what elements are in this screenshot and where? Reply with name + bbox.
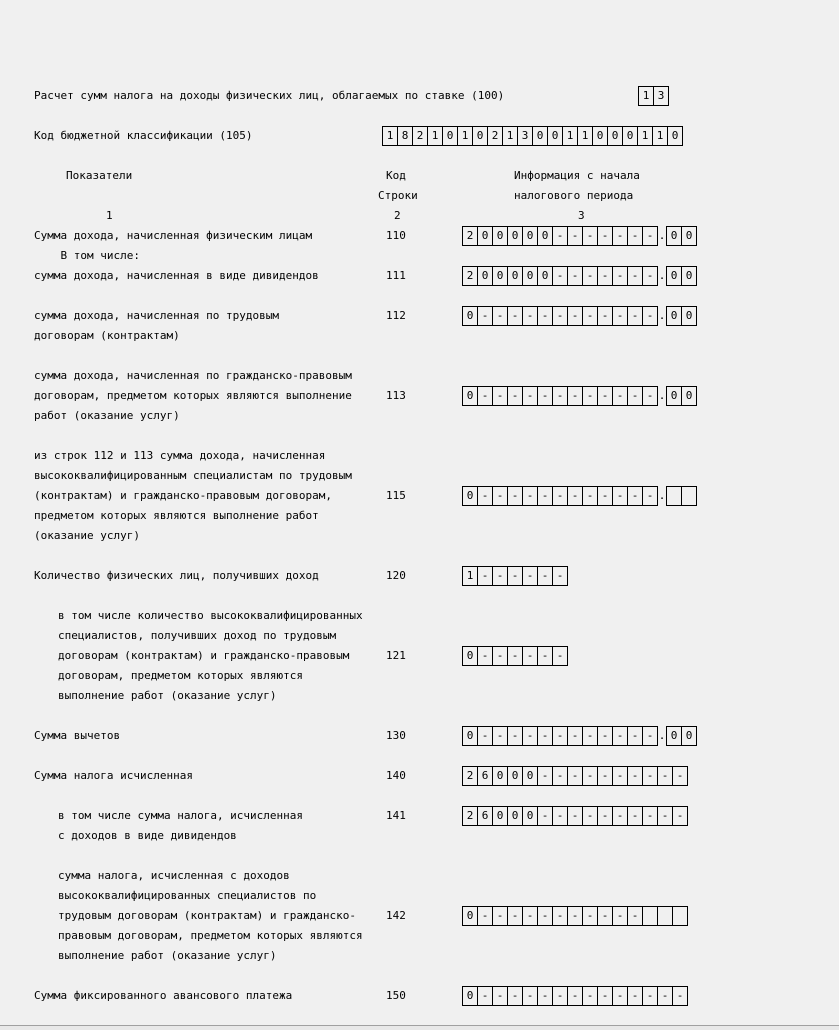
value-cell[interactable]: 0 <box>507 266 523 286</box>
col-code-2: Строки <box>378 189 418 202</box>
value-cell[interactable]: - <box>582 906 598 926</box>
value-cell[interactable]: - <box>597 986 613 1006</box>
kbk-cell[interactable]: 1 <box>562 126 578 146</box>
row-label-line: (контрактам) и гражданско-правовым договорам, <box>34 489 333 502</box>
kbk-label: Код бюджетной классификации (105) <box>34 129 253 142</box>
row-label-line: договорам, предметом которых являются <box>58 669 304 682</box>
row-label-line: сумма дохода, начисленная в виде дивидендов <box>34 269 319 282</box>
value-cell[interactable]: - <box>582 766 598 786</box>
value-cell[interactable]: - <box>627 266 643 286</box>
row-label-line: работ (оказание услуг) <box>34 409 180 422</box>
row-code: 111 <box>386 269 406 282</box>
value-cell[interactable]: - <box>597 726 613 746</box>
value-cell[interactable]: - <box>537 306 553 326</box>
value-cell[interactable]: - <box>522 646 538 666</box>
value-cell[interactable]: - <box>507 906 523 926</box>
fraction-cell[interactable]: 0 <box>681 226 697 246</box>
row-label-line: договорам, предметом которых являются выполнение <box>34 389 352 402</box>
value-cell[interactable]: - <box>612 986 628 1006</box>
row-label-line: сумма дохода, начисленная по гражданско-правовым <box>34 369 352 382</box>
rate-value-cells[interactable] <box>638 86 669 106</box>
value-cell[interactable]: - <box>537 646 553 666</box>
col-info-1: Информация с начала <box>514 169 640 182</box>
value-cell[interactable]: - <box>537 726 553 746</box>
value-cell[interactable]: 0 <box>522 226 538 246</box>
value-cell[interactable]: 0 <box>492 766 508 786</box>
row-label-line: (оказание услуг) <box>34 529 140 542</box>
value-cell[interactable]: 1 <box>462 566 478 586</box>
rate-cell[interactable]: 1 <box>638 86 654 106</box>
value-cell[interactable]: - <box>597 306 613 326</box>
value-cell[interactable]: 0 <box>492 806 508 826</box>
value-cell[interactable]: - <box>612 226 628 246</box>
value-cell[interactable]: - <box>612 486 628 506</box>
value-cell[interactable]: - <box>642 226 658 246</box>
kbk-cell[interactable]: 2 <box>412 126 428 146</box>
row-label-line: в том числе сумма налога, исчисленная <box>58 809 304 822</box>
value-cell[interactable]: - <box>642 806 658 826</box>
value-cell[interactable]: - <box>657 806 673 826</box>
value-cells[interactable] <box>462 986 688 1006</box>
value-cell[interactable]: 2 <box>462 766 478 786</box>
value-cell[interactable]: - <box>492 566 508 586</box>
value-cell[interactable]: - <box>522 726 538 746</box>
fraction-cell[interactable]: 0 <box>681 726 697 746</box>
value-cell[interactable]: 2 <box>462 266 478 286</box>
decimal-separator: . <box>658 269 666 282</box>
value-cell[interactable]: 6 <box>477 766 493 786</box>
value-cell[interactable]: - <box>582 306 598 326</box>
col-info-2: налогового периода <box>514 189 634 202</box>
row-label-line: Сумма дохода, начисленная физическим лицам <box>34 229 313 242</box>
value-cell[interactable]: - <box>552 726 568 746</box>
value-cell[interactable]: - <box>507 566 523 586</box>
value-cell[interactable]: - <box>642 266 658 286</box>
row-code: 140 <box>386 769 406 782</box>
value-cell[interactable]: 0 <box>522 266 538 286</box>
value-cells[interactable] <box>462 766 688 786</box>
row-label-line: договорам (контрактам) <box>34 329 180 342</box>
rate-label: Расчет сумм налога на доходы физических лиц, облагаемых по ставке (100) <box>34 89 505 102</box>
fraction-cell[interactable]: 0 <box>666 266 682 286</box>
value-cells[interactable] <box>462 806 688 826</box>
row-label-line: специалистов, получивших доход по трудовым <box>58 629 337 642</box>
value-cell[interactable]: - <box>627 226 643 246</box>
value-cell[interactable]: - <box>582 986 598 1006</box>
value-cell[interactable]: - <box>477 726 493 746</box>
value-cell[interactable]: - <box>552 226 568 246</box>
value-cell[interactable]: - <box>612 386 628 406</box>
value-cell[interactable]: 2 <box>462 806 478 826</box>
row-code: 113 <box>386 389 406 402</box>
row-code: 110 <box>386 229 406 242</box>
value-cell[interactable]: 0 <box>462 906 478 926</box>
value-cell[interactable]: - <box>522 486 538 506</box>
kbk-value-cells[interactable] <box>382 126 683 146</box>
kbk-cell[interactable]: 2 <box>487 126 503 146</box>
value-cell[interactable]: 0 <box>477 266 493 286</box>
value-cell[interactable]: - <box>657 766 673 786</box>
kbk-cell[interactable]: 3 <box>517 126 533 146</box>
value-cell[interactable]: - <box>612 266 628 286</box>
value-cell[interactable]: 0 <box>507 766 523 786</box>
value-cell[interactable]: - <box>612 766 628 786</box>
bottom-scrollbar[interactable] <box>0 1025 839 1030</box>
value-cell[interactable]: - <box>552 486 568 506</box>
row-label-line: выполнение работ (оказание услуг) <box>58 689 277 702</box>
value-cell[interactable]: - <box>552 646 568 666</box>
row-label-line: высококвалифицированных специалистов по <box>58 889 317 902</box>
value-cell[interactable]: - <box>642 726 658 746</box>
kbk-cell[interactable]: 0 <box>592 126 608 146</box>
value-cell[interactable]: - <box>672 806 688 826</box>
value-cell[interactable]: - <box>567 386 583 406</box>
value-cell[interactable]: - <box>552 766 568 786</box>
value-cell[interactable]: - <box>552 386 568 406</box>
value-cell[interactable]: 0 <box>537 266 553 286</box>
value-cell[interactable]: - <box>477 646 493 666</box>
kbk-cell[interactable]: 1 <box>502 126 518 146</box>
row-label-line: Сумма фиксированного авансового платежа <box>34 989 293 1002</box>
fraction-cell[interactable] <box>666 486 682 506</box>
value-cell[interactable]: - <box>582 266 598 286</box>
value-cell[interactable]: - <box>537 986 553 1006</box>
value-cell[interactable]: - <box>567 906 583 926</box>
value-cell[interactable]: - <box>492 726 508 746</box>
value-cell[interactable]: - <box>627 806 643 826</box>
value-cell[interactable]: - <box>597 386 613 406</box>
value-cell[interactable]: - <box>597 806 613 826</box>
value-cell[interactable]: - <box>477 386 493 406</box>
value-cell[interactable]: - <box>477 486 493 506</box>
value-cell[interactable]: 0 <box>507 226 523 246</box>
value-cell[interactable]: - <box>597 766 613 786</box>
value-cells[interactable] <box>462 266 697 286</box>
value-cells[interactable] <box>462 646 568 666</box>
value-cell[interactable]: - <box>507 986 523 1006</box>
value-cell[interactable]: - <box>522 386 538 406</box>
value-cell[interactable] <box>672 906 688 926</box>
value-cell[interactable]: - <box>492 646 508 666</box>
fraction-cell[interactable]: 0 <box>681 386 697 406</box>
value-cell[interactable]: 0 <box>462 486 478 506</box>
value-cell[interactable]: 0 <box>462 646 478 666</box>
value-cell[interactable]: 0 <box>522 806 538 826</box>
decimal-separator: . <box>658 729 666 742</box>
value-cell[interactable]: 0 <box>522 766 538 786</box>
value-cell[interactable]: - <box>642 386 658 406</box>
value-cell[interactable]: - <box>582 486 598 506</box>
value-cell[interactable]: - <box>507 486 523 506</box>
fraction-cell[interactable]: 0 <box>681 266 697 286</box>
kbk-cell[interactable]: 0 <box>667 126 683 146</box>
value-cell[interactable]: 0 <box>507 806 523 826</box>
value-cell[interactable]: - <box>492 486 508 506</box>
value-cell[interactable]: - <box>507 646 523 666</box>
value-cell[interactable]: - <box>537 766 553 786</box>
value-cell[interactable]: - <box>552 806 568 826</box>
value-cell[interactable]: - <box>507 306 523 326</box>
kbk-cell[interactable]: 1 <box>637 126 653 146</box>
value-cell[interactable]: - <box>492 306 508 326</box>
value-cell[interactable]: - <box>567 986 583 1006</box>
value-cell[interactable]: - <box>642 766 658 786</box>
value-cell[interactable]: 0 <box>462 306 478 326</box>
row-label-line: из строк 112 и 113 сумма дохода, начисленная <box>34 449 326 462</box>
value-cells[interactable] <box>462 386 697 406</box>
value-cell[interactable]: - <box>627 486 643 506</box>
value-cell[interactable]: - <box>642 986 658 1006</box>
row-label-line: Сумма налога исчисленная <box>34 769 193 782</box>
value-cell[interactable]: - <box>537 566 553 586</box>
row-label-line: правовым договорам, предметом которых являются <box>58 929 363 942</box>
kbk-cell[interactable]: 0 <box>532 126 548 146</box>
value-cell[interactable]: - <box>657 986 673 1006</box>
kbk-cell[interactable]: 0 <box>607 126 623 146</box>
value-cells[interactable] <box>462 906 688 926</box>
decimal-separator: . <box>658 229 666 242</box>
col-indicators: Показатели <box>66 169 133 182</box>
decimal-separator: . <box>658 389 666 402</box>
row-code: 112 <box>386 309 406 322</box>
value-cell[interactable]: - <box>582 386 598 406</box>
row-label-line: в том числе количество высококвалифицированных <box>58 609 363 622</box>
value-cell[interactable]: - <box>492 386 508 406</box>
value-cell[interactable]: - <box>567 486 583 506</box>
value-cell[interactable]: 0 <box>537 226 553 246</box>
fraction-cell[interactable] <box>681 486 697 506</box>
value-cell[interactable]: - <box>582 726 598 746</box>
value-cell[interactable]: - <box>612 726 628 746</box>
value-cell[interactable]: - <box>477 306 493 326</box>
row-code: 142 <box>386 909 406 922</box>
value-cell[interactable]: - <box>597 906 613 926</box>
decimal-separator: . <box>658 309 666 322</box>
value-cell[interactable]: - <box>522 306 538 326</box>
value-cells[interactable] <box>462 726 697 746</box>
col-num-2: 2 <box>394 209 401 222</box>
decimal-separator: . <box>658 489 666 502</box>
value-cell[interactable]: - <box>477 566 493 586</box>
value-cell[interactable]: 0 <box>492 266 508 286</box>
kbk-cell[interactable]: 1 <box>457 126 473 146</box>
kbk-cell[interactable]: 1 <box>427 126 443 146</box>
row-label-line: договорам (контрактам) и гражданско-правовым <box>58 649 350 662</box>
row-label-line: Сумма вычетов <box>34 729 121 742</box>
value-cell[interactable]: - <box>567 266 583 286</box>
row-code: 150 <box>386 989 406 1002</box>
value-cell[interactable]: - <box>627 306 643 326</box>
row-label-line: сумма налога, исчисленная с доходов <box>58 869 290 882</box>
row-label-line: с доходов в виде дивидендов <box>58 829 237 842</box>
fraction-cell[interactable]: 0 <box>666 306 682 326</box>
row-code: 130 <box>386 729 406 742</box>
value-cell[interactable]: - <box>492 906 508 926</box>
value-cell[interactable]: - <box>567 806 583 826</box>
fraction-cell[interactable]: 0 <box>666 726 682 746</box>
value-cells[interactable] <box>462 566 568 586</box>
col-num-1: 1 <box>106 209 113 222</box>
value-cell[interactable]: - <box>522 906 538 926</box>
rate-cell[interactable]: 3 <box>653 86 669 106</box>
value-cell[interactable]: - <box>627 906 643 926</box>
value-cell[interactable]: 2 <box>462 226 478 246</box>
row-label-line: сумма дохода, начисленная по трудовым <box>34 309 280 322</box>
value-cell[interactable]: - <box>552 906 568 926</box>
row-code: 121 <box>386 649 406 662</box>
kbk-cell[interactable]: 1 <box>577 126 593 146</box>
kbk-cell[interactable]: 0 <box>547 126 563 146</box>
value-cell[interactable]: - <box>672 766 688 786</box>
row-label-line: высококвалифицированным специалистам по трудовым <box>34 469 352 482</box>
value-cell[interactable]: - <box>522 566 538 586</box>
value-cell[interactable] <box>657 906 673 926</box>
col-code-1: Код <box>386 169 406 182</box>
value-cell[interactable]: - <box>642 306 658 326</box>
fraction-cell[interactable]: 0 <box>666 226 682 246</box>
value-cell[interactable]: - <box>612 306 628 326</box>
row-code: 120 <box>386 569 406 582</box>
kbk-cell[interactable]: 0 <box>622 126 638 146</box>
row-label-line: Количество физических лиц, получивших доход <box>34 569 319 582</box>
value-cell[interactable]: - <box>642 486 658 506</box>
row-label-line: В том числе: <box>34 249 140 262</box>
value-cell[interactable]: - <box>582 806 598 826</box>
value-cell[interactable]: 0 <box>462 726 478 746</box>
value-cell[interactable]: - <box>567 766 583 786</box>
value-cell[interactable]: - <box>552 986 568 1006</box>
fraction-cell[interactable]: 0 <box>666 386 682 406</box>
row-label-line: трудовым договорам (контрактам) и гражданско- <box>58 909 357 922</box>
col-num-3: 3 <box>578 209 585 222</box>
row-code: 141 <box>386 809 406 822</box>
kbk-cell[interactable]: 8 <box>397 126 413 146</box>
value-cell[interactable]: - <box>477 986 493 1006</box>
kbk-cell[interactable]: 1 <box>382 126 398 146</box>
value-cells[interactable] <box>462 226 697 246</box>
row-code: 115 <box>386 489 406 502</box>
kbk-cell[interactable]: 1 <box>652 126 668 146</box>
value-cell[interactable]: - <box>582 226 598 246</box>
fraction-cell[interactable]: 0 <box>681 306 697 326</box>
value-cells[interactable] <box>462 306 697 326</box>
value-cell[interactable]: - <box>507 726 523 746</box>
value-cell[interactable]: 0 <box>477 226 493 246</box>
value-cell[interactable]: 0 <box>462 386 478 406</box>
kbk-cell[interactable]: 0 <box>442 126 458 146</box>
row-label-line: предметом которых являются выполнение работ <box>34 509 319 522</box>
value-cell[interactable]: - <box>477 906 493 926</box>
value-cell[interactable]: 0 <box>492 226 508 246</box>
value-cell[interactable]: - <box>567 306 583 326</box>
value-cell[interactable]: - <box>552 306 568 326</box>
value-cell[interactable]: 0 <box>462 986 478 1006</box>
value-cell[interactable]: - <box>507 386 523 406</box>
value-cell[interactable] <box>642 906 658 926</box>
value-cell[interactable]: - <box>672 986 688 1006</box>
value-cell[interactable]: - <box>552 566 568 586</box>
value-cell[interactable]: - <box>612 906 628 926</box>
value-cell[interactable]: - <box>537 906 553 926</box>
value-cell[interactable]: - <box>492 986 508 1006</box>
value-cell[interactable]: - <box>627 726 643 746</box>
value-cell[interactable]: - <box>522 986 538 1006</box>
value-cell[interactable]: - <box>537 486 553 506</box>
value-cell[interactable]: - <box>597 266 613 286</box>
value-cell[interactable]: - <box>552 266 568 286</box>
value-cell[interactable]: - <box>627 766 643 786</box>
row-label-line: выполнение работ (оказание услуг) <box>58 949 277 962</box>
kbk-cell[interactable]: 0 <box>472 126 488 146</box>
value-cell[interactable]: - <box>597 226 613 246</box>
value-cell[interactable]: - <box>537 386 553 406</box>
value-cell[interactable]: - <box>627 386 643 406</box>
value-cell[interactable]: - <box>612 806 628 826</box>
value-cell[interactable]: 6 <box>477 806 493 826</box>
value-cell[interactable]: - <box>537 806 553 826</box>
value-cell[interactable]: - <box>567 726 583 746</box>
value-cells[interactable] <box>462 486 697 506</box>
value-cell[interactable]: - <box>627 986 643 1006</box>
value-cell[interactable]: - <box>597 486 613 506</box>
value-cell[interactable]: - <box>567 226 583 246</box>
